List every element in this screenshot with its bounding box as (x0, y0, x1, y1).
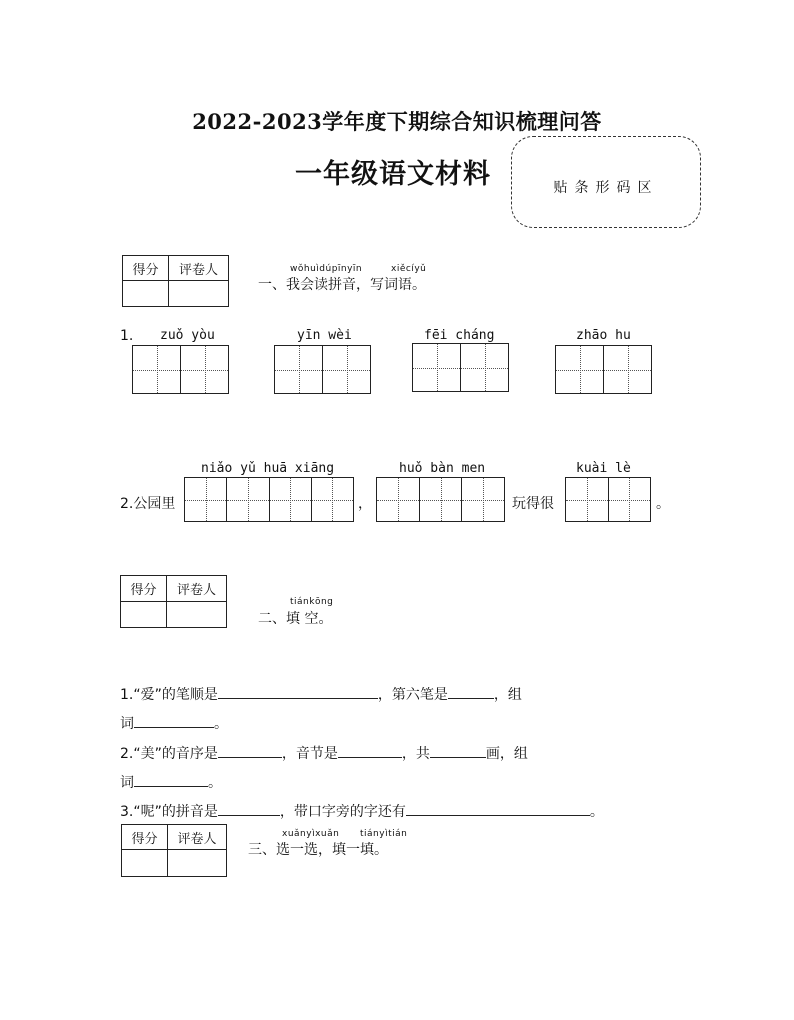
fill-question-1 (120, 684, 522, 704)
score-header: 得分 (122, 825, 168, 850)
word-pinyin: zuǒ yòu (160, 328, 215, 343)
answer-blank[interactable] (448, 684, 494, 699)
section1-pinyin-a: wǒhuìdúpīnyīn (290, 264, 363, 274)
q2-text-b: ，音节是 (281, 746, 338, 762)
answer-blank[interactable] (134, 713, 214, 728)
q2-middle: 玩得很 (512, 496, 554, 512)
writing-grid[interactable] (132, 345, 229, 394)
answer-blank[interactable] (406, 801, 590, 816)
section2-heading: 二、填 空。 (258, 611, 333, 627)
score-cell[interactable] (123, 281, 169, 307)
word-pinyin: niǎo yǔ huā xiāng (201, 461, 335, 476)
q3-text-b: ，带口字旁的字还有 (279, 804, 406, 820)
answer-blank[interactable] (218, 801, 280, 816)
q3-text-a: 3.“呢”的拼音是 (120, 804, 218, 820)
answer-blank[interactable] (134, 772, 208, 787)
writing-grid[interactable] (274, 345, 371, 394)
answer-blank[interactable] (338, 743, 402, 758)
word-pinyin: yīn wèi (297, 328, 352, 343)
word-pinyin: fēi cháng (424, 328, 495, 343)
q2-text-e: 词 (120, 775, 134, 791)
q2-text-c: ，共 (401, 746, 430, 762)
word-pinyin: huǒ bàn men (399, 461, 486, 476)
q2-text-a: 2.“美”的音序是 (120, 746, 218, 762)
q3-text-c: 。 (589, 804, 604, 820)
section3-pinyin-a: xuǎnyìxuǎn (282, 829, 340, 839)
fill-question-2-cont (120, 772, 222, 792)
section3-pinyin-b: tiányìtián (360, 829, 408, 839)
writing-grid[interactable] (412, 343, 509, 392)
q1-text-c: ，组 (493, 687, 522, 703)
writing-grid[interactable] (376, 477, 505, 522)
writing-grid[interactable] (555, 345, 652, 394)
q2-text-d: 画，组 (485, 746, 528, 762)
answer-blank[interactable] (218, 743, 282, 758)
q2-end: 。 (656, 496, 670, 512)
grader-cell[interactable] (169, 281, 229, 307)
q2-comma: ， (358, 496, 372, 512)
score-header: 得分 (121, 576, 167, 602)
page-subtitle: 一年级语文材料 (295, 159, 491, 190)
q1-text-d: 词 (120, 716, 134, 732)
page-title: 2022-2023学年度下期综合知识梳理问答 (192, 109, 602, 134)
q1-text-a: 1.“爱”的笔顺是 (120, 687, 218, 703)
barcode-area (511, 136, 701, 228)
answer-blank[interactable] (430, 743, 486, 758)
section2-pinyin: tiánkōng (290, 597, 334, 607)
q1-text-b: ，第六笔是 (377, 687, 448, 703)
score-table (121, 824, 227, 877)
q2-prefix: 2.公园里 (120, 496, 176, 512)
grader-cell[interactable] (168, 850, 227, 877)
q1-text-e: 。 (214, 716, 228, 732)
grader-header: 评卷人 (168, 825, 227, 850)
score-cell[interactable] (121, 602, 167, 628)
q1-number: 1. (120, 328, 134, 344)
score-cell[interactable] (122, 850, 168, 877)
fill-question-2 (120, 743, 528, 763)
section1-pinyin-b: xiěcíyǔ (391, 264, 427, 274)
fill-question-3 (120, 801, 604, 821)
writing-grid[interactable] (565, 477, 651, 522)
word-pinyin: kuài lè (576, 461, 631, 476)
grader-cell[interactable] (167, 602, 227, 628)
score-table (120, 575, 227, 628)
q2-text-f: 。 (208, 775, 222, 791)
answer-blank[interactable] (218, 684, 378, 699)
section1-heading: 一、我会读拼音，写词语。 (258, 277, 426, 293)
word-pinyin: zhāo hu (576, 328, 631, 343)
grader-header: 评卷人 (169, 256, 229, 281)
barcode-label: 贴条形码区 (553, 180, 659, 196)
fill-question-1-cont (120, 713, 228, 733)
grader-header: 评卷人 (167, 576, 227, 602)
score-table (122, 255, 229, 307)
section3-heading: 三、选一选，填一填。 (248, 842, 388, 858)
score-header: 得分 (123, 256, 169, 281)
writing-grid[interactable] (184, 477, 354, 522)
